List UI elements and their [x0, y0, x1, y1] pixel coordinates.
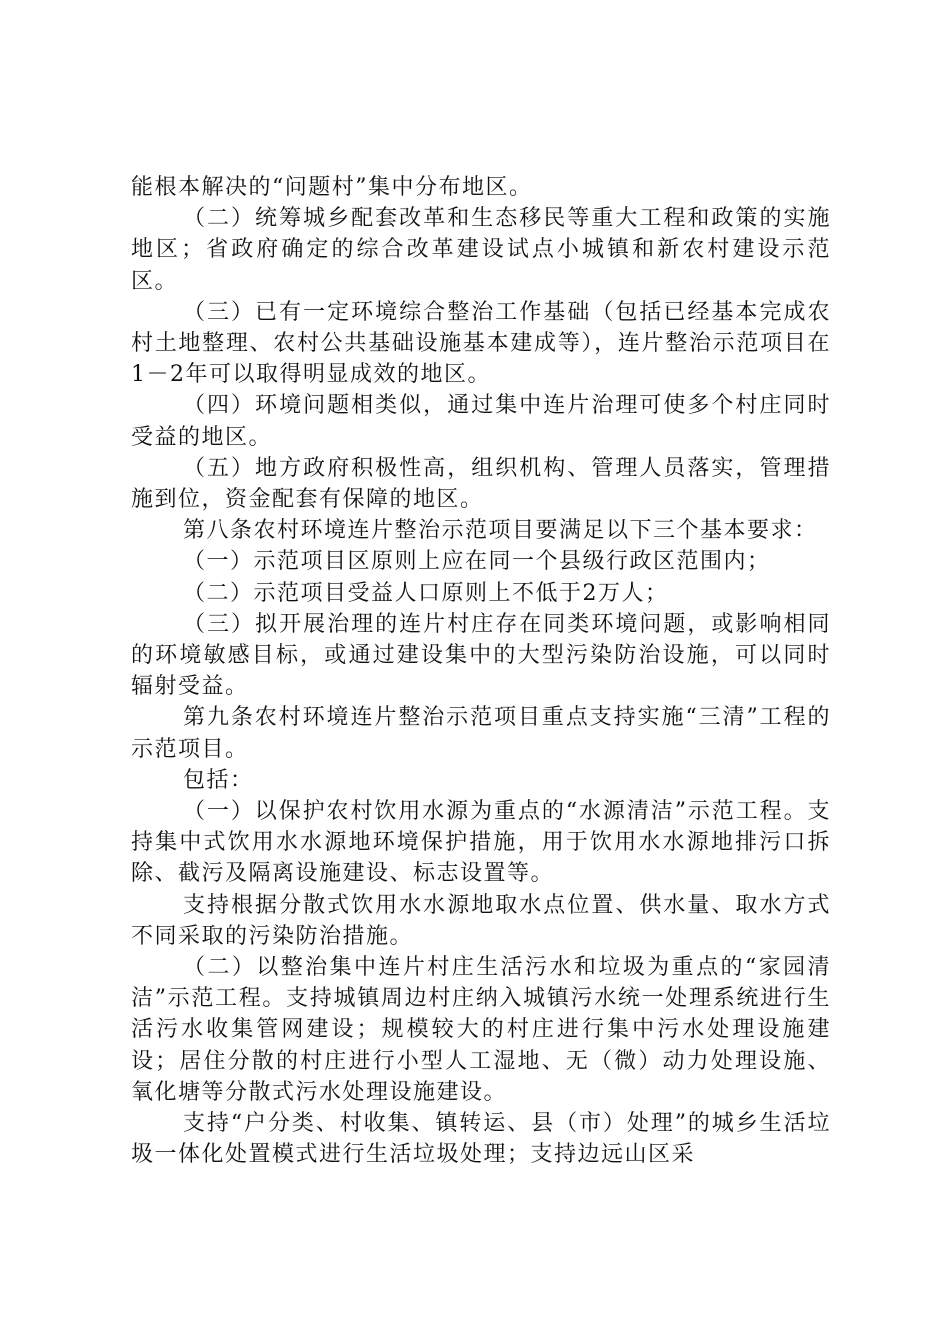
paragraph: 能根本解决的“问题村”集中分布地区。	[131, 175, 533, 200]
paragraph: （三）已有一定环境综合整治工作基础（包括已经基本完成农村土地整理、农村公共基础设施基本建成等），连片整治示范项目在1－2年可以取得明显成效的地区。	[131, 299, 831, 388]
document-body	[131, 172, 831, 1171]
paragraph: 支持“户分类、村收集、镇转运、县（市）处理”的城乡生活垃圾一体化处置模式进行生活垃圾处理；支持边远山区采	[131, 1111, 831, 1168]
paragraph: （一）示范项目区原则上应在同一个县级行政区范围内；	[183, 549, 771, 575]
paragraph: （四）环境问题相类似，通过集中连片治理可使多个村庄同时受益的地区。	[131, 393, 831, 450]
paragraph: 支持根据分散式饮用水水源地取水点位置、供水量、取水方式不同采取的污染防治措施。	[131, 892, 831, 949]
paragraph: （三）拟开展治理的连片村庄存在同类环境问题，或影响相同的环境敏感目标，或通过建设集中的大型污染防治设施，可以同时辐射受益。	[131, 611, 831, 700]
paragraph: 包括：	[183, 767, 254, 793]
paragraph: （二）示范项目受益人口原则上不低于2万人；	[183, 580, 669, 606]
paragraph: （五）地方政府积极性高，组织机构、管理人员落实，管理措施到位，资金配套有保障的地区。	[131, 455, 831, 513]
paragraph: （一）以保护农村饮用水源为重点的“水源清洁”示范工程。支持集中式饮用水水源地环境保护措施，用于饮用水水源地排污口拆除、截污及隔离设施建设、标志设置等。	[131, 799, 831, 887]
paragraph: （二）统筹城乡配套改革和生态移民等重大工程和政策的实施地区；省政府确定的综合改革建设试点小城镇和新农村建设示范区。	[131, 206, 831, 294]
paragraph: （二）以整治集中连片村庄生活污水和垃圾为重点的“家园清洁”示范工程。支持城镇周边村庄纳入城镇污水统一处理系统进行生活污水收集管网建设；规模较大的村庄进行集中污水处理设施建设；居住分散的村庄进行小型人工湿地、无（微）动力处理设施、氧化塘等分散式污水处理设施建设。	[131, 955, 831, 1105]
paragraph: 第九条农村环境连片整治示范项目重点支持实施“三清”工程的示范项目。	[131, 705, 831, 762]
paragraph: 第八条农村环境连片整治示范项目要满足以下三个基本要求：	[183, 518, 818, 544]
